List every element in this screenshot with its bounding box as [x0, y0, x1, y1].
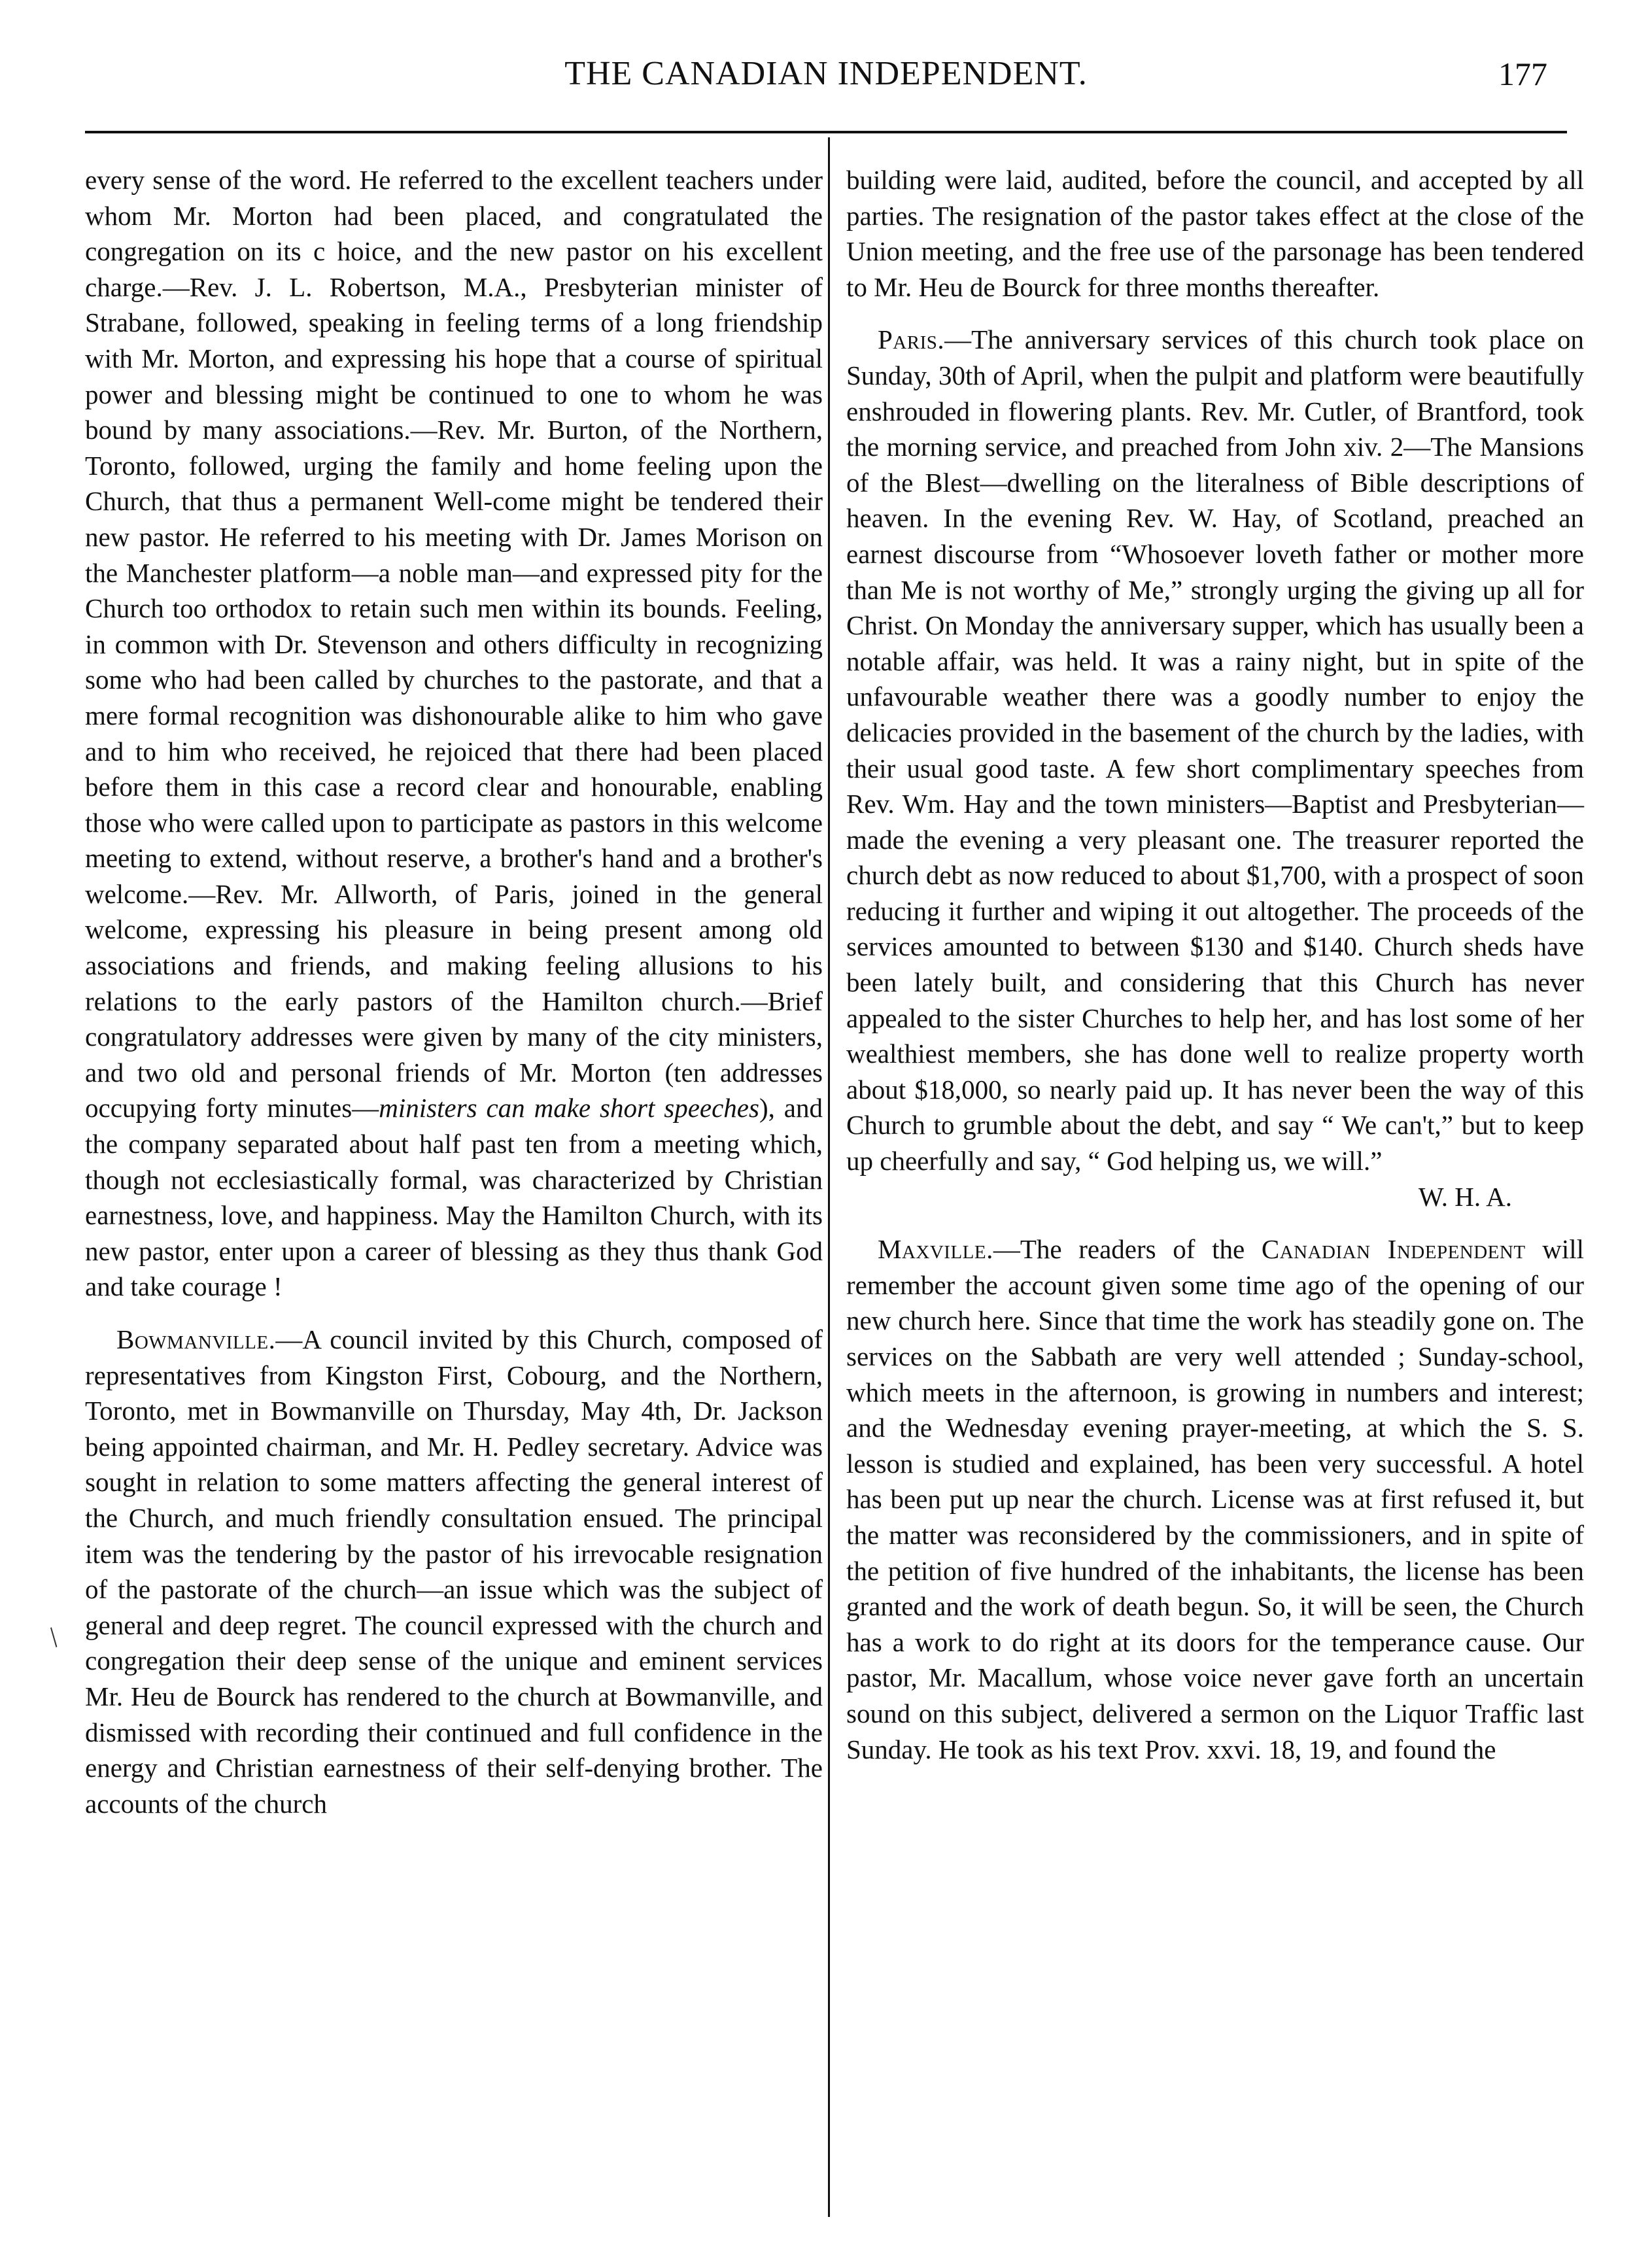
article-paragraph-bowmanville-cont: building were laid, audited, before the council, and accepted by all parties. The resignation of the pastor takes effect at the close of the Union meeting, and the free use of the parsonage has been tendered to Mr. Heu de Bourck for three months thereafter. [846, 165, 1584, 302]
article-paragraph-paris [846, 322, 1584, 1178]
paragraph-text: —The readers of the [993, 1234, 1262, 1265]
article-paragraph-bowmanville [85, 1322, 823, 1821]
section-heading-bowmanville: Bowmanville. [116, 1324, 276, 1354]
publication-name-smallcaps: Canadian Independent [1261, 1234, 1526, 1265]
author-signature: W. H. A. [1418, 1181, 1512, 1212]
left-column [85, 162, 823, 1821]
column-divider [828, 137, 830, 2217]
paragraph-text: ), and the company separated about half past ten from a meeting which, though not ecclesiastically formal, was characterized by Christian earnestness, love, and happiness. May the Hamilton Church, with its new pastor, enter upon a career of blessing as they thus thank God and take courage ! [85, 1093, 823, 1302]
right-column [846, 162, 1584, 1767]
italic-phrase: ministers can make short speeches [379, 1093, 759, 1124]
paragraph-text: —The anniversary services of this church took place on Sunday, 30th of April, when the pulpit and platform were beautifully enshrouded in flowering plants. Rev. Mr. Cutler, of Brantford, took the morning service, and preached from John xiv. 2—The Mansions of the Blest—dwelling on the literalness of Bible descriptions of heaven. In the evening Rev. W. Hay, of Scotland, preached an earnest discourse from “Whosoever loveth father or mother more than Me is not worthy of Me,” strongly urging the giving up all for Christ. On Monday the anniversary supper, which has usually been a notable affair, was held. It was a rainy night, but in spite of the unfavourable weather there was a goodly number to enjoy the delicacies provided in the basement of the church by the ladies, with their usual good taste. A few short complimentary speeches from Rev. Wm. Hay and the town ministers—Baptist and Presbyterian—made the evening a very pleasant one. The treasurer reported the church debt as now reduced to about $1,700, with a prospect of soon reducing it further and wiping it out altogether. The proceeds of the services amounted to between $130 and $140. Church sheds have been lately built, and considering that this Church has never appealed to the sister Churches to help her, and has lost some of her wealthiest members, she has done well to realize property worth about $18,000, so nearly paid up. It has never been the way of this Church to grumble about the debt, and say “ We can't,” but to keep up cheerfully and say, “ God helping us, we will.” [846, 324, 1584, 1176]
margin-pen-mark: / [41, 1621, 67, 1653]
publication-title: THE CANADIAN INDEPENDENT. [564, 55, 1088, 92]
running-head [85, 51, 1567, 97]
paragraph-text: —A council invited by this Church, composed of representatives from Kingston First, Cobourg, and the Northern, Toronto, met in Bowmanville on Thursday, May 4th, Dr. Jackson being appointed chairman, and Mr. H. Pedley secretary. Advice was sought in relation to some matters affecting the general interest of the Church, and much friendly consultation ensued. The principal item was the tendering by the pastor of his irrevocable resignation of the pastorate of the church—an issue which was the subject of general and deep regret. The council expressed with the church and congregation their deep sense of the unique and eminent services Mr. Heu de Bourck has rendered to the church at Bowmanville, and dismissed with recording their continued and full confidence in the energy and Christian earnestness of their self-denying brother. The accounts of the church [85, 1324, 823, 1819]
section-heading-paris: Paris. [878, 324, 945, 355]
section-heading-maxville: Maxville. [878, 1234, 993, 1265]
paragraph-text: will remember the account given some time ago of the opening of our new church here. Since that time the work has steadily gone on. The services on the Sabbath are very well attended ; Sunday-school, which meets in the afternoon, is growing in numbers and interest; and the Wednesday evening prayer-meeting, at which the S. S. lesson is studied and explained, has been very successful. A hotel has been put up near the church. License was at first refused it, but the matter was reconsidered by the commissioners, and in spite of the petition of five hundred of the inhabitants, the license has been granted and the work of death begun. So, it will be seen, the Church has a work to do right at its doors for the temperance cause. Our pastor, Mr. Macallum, whose voice never gave forth an uncertain sound on this subject, delivered a sermon on the Liquor Traffic last Sunday. He took as his text Prov. xxvi. 18, 19, and found the [846, 1234, 1584, 1764]
article-paragraph-hamilton [85, 162, 823, 1305]
header-rule [85, 131, 1567, 133]
page-number: 177 [1498, 56, 1547, 92]
article-paragraph-maxville [846, 1231, 1584, 1767]
paragraph-text: every sense of the word. He referred to the excellent teachers under whom Mr. Morton had been placed, and congratulated the congregation on its c hoice, and the new pastor on his excellent charge.—Rev. J. L. Robertson, M.A., Presbyterian minister of Strabane, followed, speaking in feeling terms of a long friendship with Mr. Morton, and expressing his hope that a course of spiritual power and blessing might be continued to one to whom he was bound by many associations.—Rev. Mr. Burton, of the Northern, Toronto, followed, urging the family and home feeling upon the Church, that thus a permanent Well-come might be tendered their new pastor. He referred to his meeting with Dr. James Morison on the Manchester platform—a noble man—and expressed pity for the Church too orthodox to retain such men within its bounds. Feeling, in common with Dr. Stevenson and others difficulty in recognizing some who had been called by churches to the pastorate, and that a mere formal recognition was dishonourable alike to him who gave and to him who received, he rejoiced that there had been placed before them in this case a record clear and honourable, enabling those who were called upon to participate as pastors in this welcome meeting to extend, without reserve, a brother's hand and a brother's welcome.—Rev. Mr. Allworth, of Paris, joined in the general welcome, expressing his pleasure in being present among old associations and friends, and making feeling allusions to his relations to the early pastors of the Hamilton church.—Brief congratulatory addresses were given by many of the city ministers, and two old and personal friends of Mr. Morton (ten addresses occupying forty minutes— [85, 165, 823, 1124]
